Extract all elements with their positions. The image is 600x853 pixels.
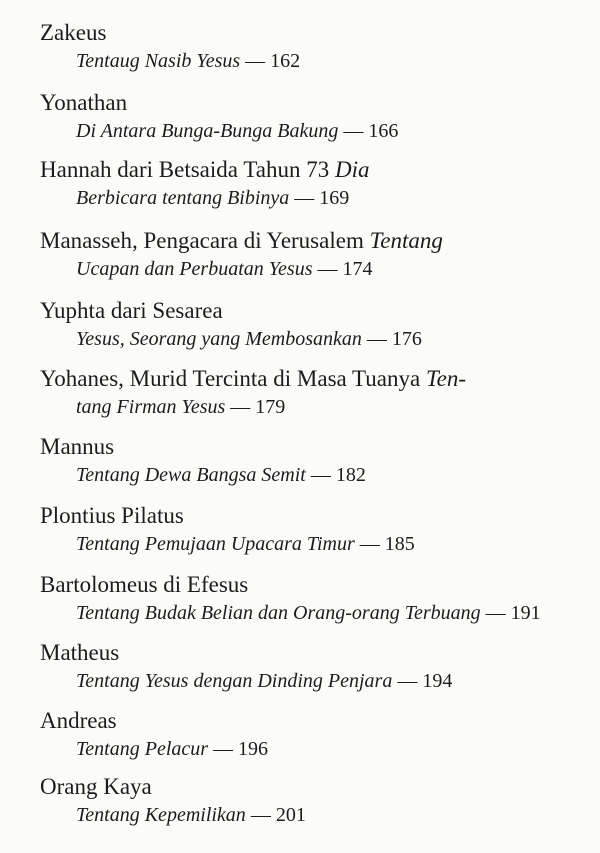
- toc-page-number: 201: [275, 804, 306, 826]
- toc-entry-yuphta: [40, 296, 580, 353]
- toc-entry-title: tang Firman Yesus — 179: [76, 396, 286, 418]
- toc-entry-name: Orang Kaya: [40, 774, 152, 799]
- toc-entry-manasseh: [40, 226, 580, 283]
- toc-entry-title: Tentang Pemujaan Upacara Timur — 185: [76, 533, 415, 555]
- toc-page-number: 182: [335, 464, 366, 486]
- toc-entry-title: Tentang Yesus dengan Dinding Penjara — 194: [76, 670, 453, 692]
- toc-entry-bartolomeus: [40, 570, 580, 627]
- toc-page-number: 162: [270, 50, 301, 72]
- toc-entry-title: Di Antara Bunga-Bunga Bakung — 166: [76, 120, 399, 142]
- toc-entry-yohanes: [40, 364, 580, 421]
- toc-entry-name: Andreas: [40, 708, 117, 733]
- toc-entry-plontius: [40, 501, 580, 558]
- toc-page-number: 185: [384, 533, 415, 555]
- toc-entry-title: Tentang Dewa Bangsa Semit — 182: [76, 464, 366, 486]
- toc-entry-name: Matheus: [40, 640, 120, 665]
- toc-entry-name: Hannah dari Betsaida Tahun 73 Dia: [40, 157, 370, 182]
- toc-entry-title: Tentang Kepemilikan — 201: [76, 804, 306, 826]
- toc-entry-zakeus: [40, 18, 580, 75]
- toc-entry-name: Bartolomeus di Efesus: [40, 572, 249, 597]
- toc-entry-title: Yesus, Seorang yang Membosankan — 176: [76, 328, 422, 350]
- toc-entry-name: Plontius Pilatus: [40, 503, 184, 528]
- toc-page-number: 191: [510, 602, 541, 624]
- toc-entry-matheus: [40, 638, 580, 695]
- toc-entry-name: Zakeus: [40, 20, 107, 45]
- toc-entry-name: Mannus: [40, 434, 115, 459]
- toc-page-number: 196: [238, 738, 269, 760]
- toc-entry-title: Tentaug Nasib Yesus — 162: [76, 50, 301, 72]
- toc-page-number: 176: [391, 328, 422, 350]
- toc-entry-title: Tentang Pelacur — 196: [76, 738, 269, 760]
- toc-entry-yonathan: [40, 88, 580, 145]
- toc-entry-name: Yohanes, Murid Tercinta di Masa Tuanya Ten-: [40, 366, 467, 391]
- toc-page-number: 194: [422, 670, 453, 692]
- toc-entry-title: Berbicara tentang Bibinya — 169: [76, 187, 350, 209]
- toc-page-number: 174: [342, 258, 373, 280]
- toc-entry-orang-kaya: [40, 772, 580, 829]
- toc-entry-name: Yuphta dari Sesarea: [40, 298, 223, 323]
- toc-page-number: 169: [319, 187, 350, 209]
- toc-entry-title: Ucapan dan Perbuatan Yesus — 174: [76, 258, 373, 280]
- toc-entry-andreas: [40, 706, 580, 763]
- toc-entry-name: Manasseh, Pengacara di Yerusalem Tentang: [40, 228, 443, 253]
- toc-entry-hannah: [40, 155, 580, 212]
- toc-entry-mannus: [40, 432, 580, 489]
- toc-page-number: 166: [368, 120, 399, 142]
- toc-entry-name: Yonathan: [40, 90, 128, 115]
- toc-page-number: 179: [255, 396, 286, 418]
- toc-entry-title: Tentang Budak Belian dan Orang-orang Terbuang — 191: [76, 602, 541, 624]
